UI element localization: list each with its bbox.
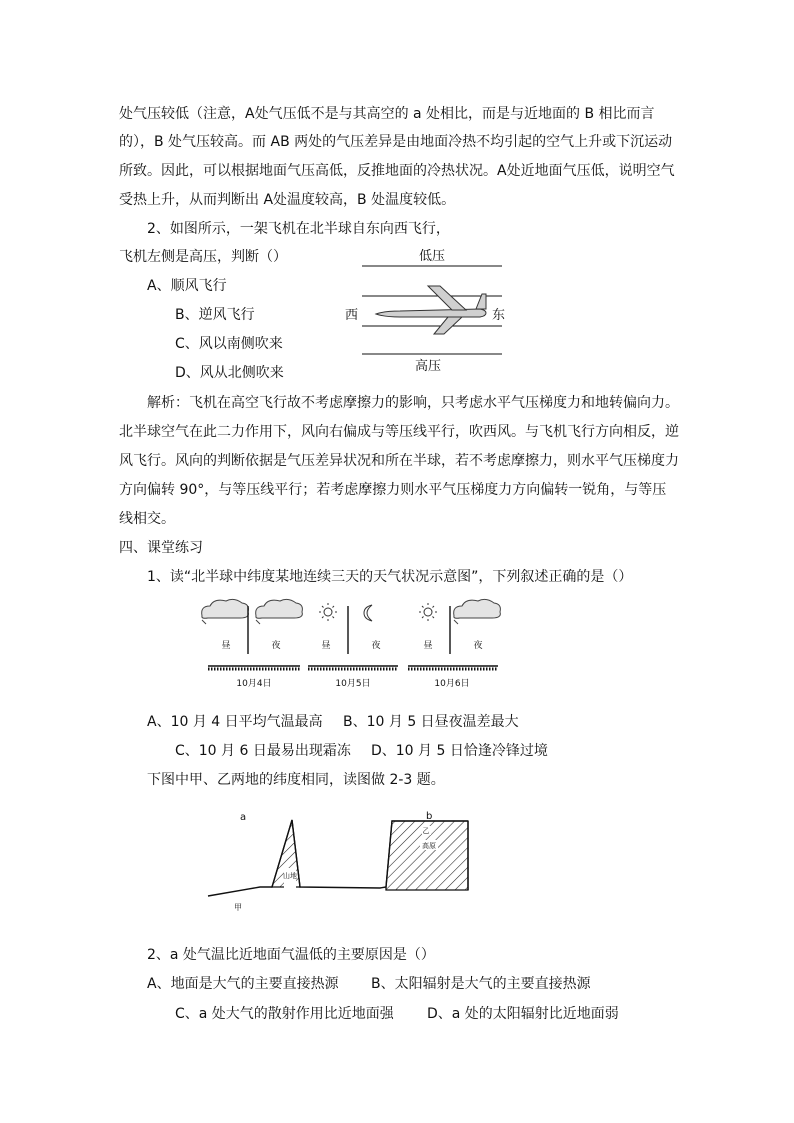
plateau-label: 高原: [422, 842, 436, 850]
mountain-label: [283, 871, 297, 880]
date-label: 10月4日: [236, 679, 272, 689]
sun-icon: [419, 603, 437, 621]
date-label: 10月5日: [335, 679, 371, 689]
q2b-stem: 2、a 处气温比近地面气温低的主要原因是（）: [147, 947, 435, 963]
analysis-line-4: 方向偏转 90°，与等压线平行；若考虑摩擦力则水平气压梯度力方向偏转一锐角，与等压: [119, 482, 667, 498]
cloud-icon: [454, 599, 501, 618]
mountain-plateau-figure: [200, 808, 490, 918]
q2-option-a: A、顺风飞行: [147, 278, 227, 294]
exercise1-option-d: D、10 月 5 日恰逢冷锋过境: [371, 743, 548, 759]
exercise1-option-b: B、10 月 5 日昼夜温差最大: [343, 714, 519, 730]
analysis-line-5: 线相交。: [119, 511, 175, 527]
analysis-line-2: 北半球空气在此二力作用下，风向右偏成与等压线平行，吹西风。与飞机飞行方向相反，逆: [119, 424, 679, 440]
day-panel: [308, 603, 398, 689]
fig-west-label: 西: [345, 308, 359, 323]
fig-east-label: 东: [492, 308, 506, 323]
point-b-label: b: [426, 811, 433, 822]
yi-label: 乙: [422, 827, 430, 835]
q2b-option-d: D、a 处的太阳辐射比近地面弱: [427, 1006, 619, 1022]
q2b-option-a: A、地面是大气的主要直接热源: [147, 976, 339, 992]
moon-icon: [364, 605, 372, 621]
cloud-icon: [256, 599, 303, 618]
weather-three-days-figure: [200, 598, 500, 693]
exercise1-option-c: C、10 月 6 日最易出现霜冻: [175, 743, 351, 759]
night-label: 夜: [473, 641, 483, 651]
day-label: 昼: [321, 641, 331, 651]
q2-option-d: D、风从北侧吹来: [175, 365, 284, 381]
para1-line-1: 处气压较低（注意，A处气压低不是与其高空的 a 处相比，而是与近地面的 B 相比而言: [119, 106, 655, 122]
point-a-label: a: [240, 812, 247, 823]
exercise1-stem: 1、读“北半球中纬度某地连续三天的天气状况示意图”，下列叙述正确的是（）: [147, 569, 633, 585]
day-label: 昼: [423, 641, 433, 651]
fig-low-pressure-label: 低压: [418, 249, 446, 264]
exercise1-option-a: A、10 月 4 日平均气温最高: [147, 714, 323, 730]
fig-high-pressure-label: 高压: [414, 359, 442, 374]
para1-line-2: 的），B 处气压较高。而 AB 两处的气压差异是由地面冷热不均引起的空气上升或下沉运动: [119, 134, 673, 150]
q2-option-b: B、逆风飞行: [175, 307, 255, 323]
q2b-option-c: C、a 处大气的散射作用比近地面强: [175, 1006, 394, 1022]
analysis-line-3: 风飞行。风向的判断依据是气压差异状况和所在半球，若不考虑摩擦力，则水平气压梯度力: [119, 453, 679, 469]
q2-stem-line-2: 飞机左侧是高压，判断（）: [119, 249, 287, 265]
q2-stem-line-1: 2、如图所示，一架飞机在北半球自东向西飞行，: [147, 221, 450, 237]
date-label: 10月6日: [434, 679, 470, 689]
para1-line-4: 受热上升，从而判断出 A处温度较高，B 处温度较低。: [119, 192, 456, 208]
section-heading: 四、课堂练习: [119, 540, 203, 556]
intro-questions-2-3: 下图中甲、乙两地的纬度相同，读图做 2-3 题。: [147, 772, 445, 788]
para1-line-3: 所致。因此，可以根据地面气压高低，反推地面的冷热状况。A处近地面气压低，说明空气: [119, 163, 675, 179]
night-label: 夜: [271, 641, 281, 651]
q2-option-c: C、风以南侧吹来: [175, 336, 283, 352]
sun-icon: [319, 603, 337, 621]
day-label: 昼: [221, 641, 231, 651]
night-label: 夜: [371, 641, 381, 651]
analysis-line-1: 解析：飞机在高空飞行故不考虑摩擦力的影响，只考虑水平气压梯度力和地转偏向力。: [147, 395, 679, 411]
airplane-icon: [376, 286, 486, 334]
mountain-label-text: 山地: [283, 872, 297, 880]
day-panel: [408, 599, 500, 689]
airplane-isobar-figure: [340, 246, 520, 374]
day-panel: [202, 599, 303, 689]
cloud-icon: [202, 599, 249, 618]
jia-label: 甲: [234, 903, 242, 912]
q2b-option-b: B、太阳辐射是大气的主要直接热源: [371, 976, 591, 992]
